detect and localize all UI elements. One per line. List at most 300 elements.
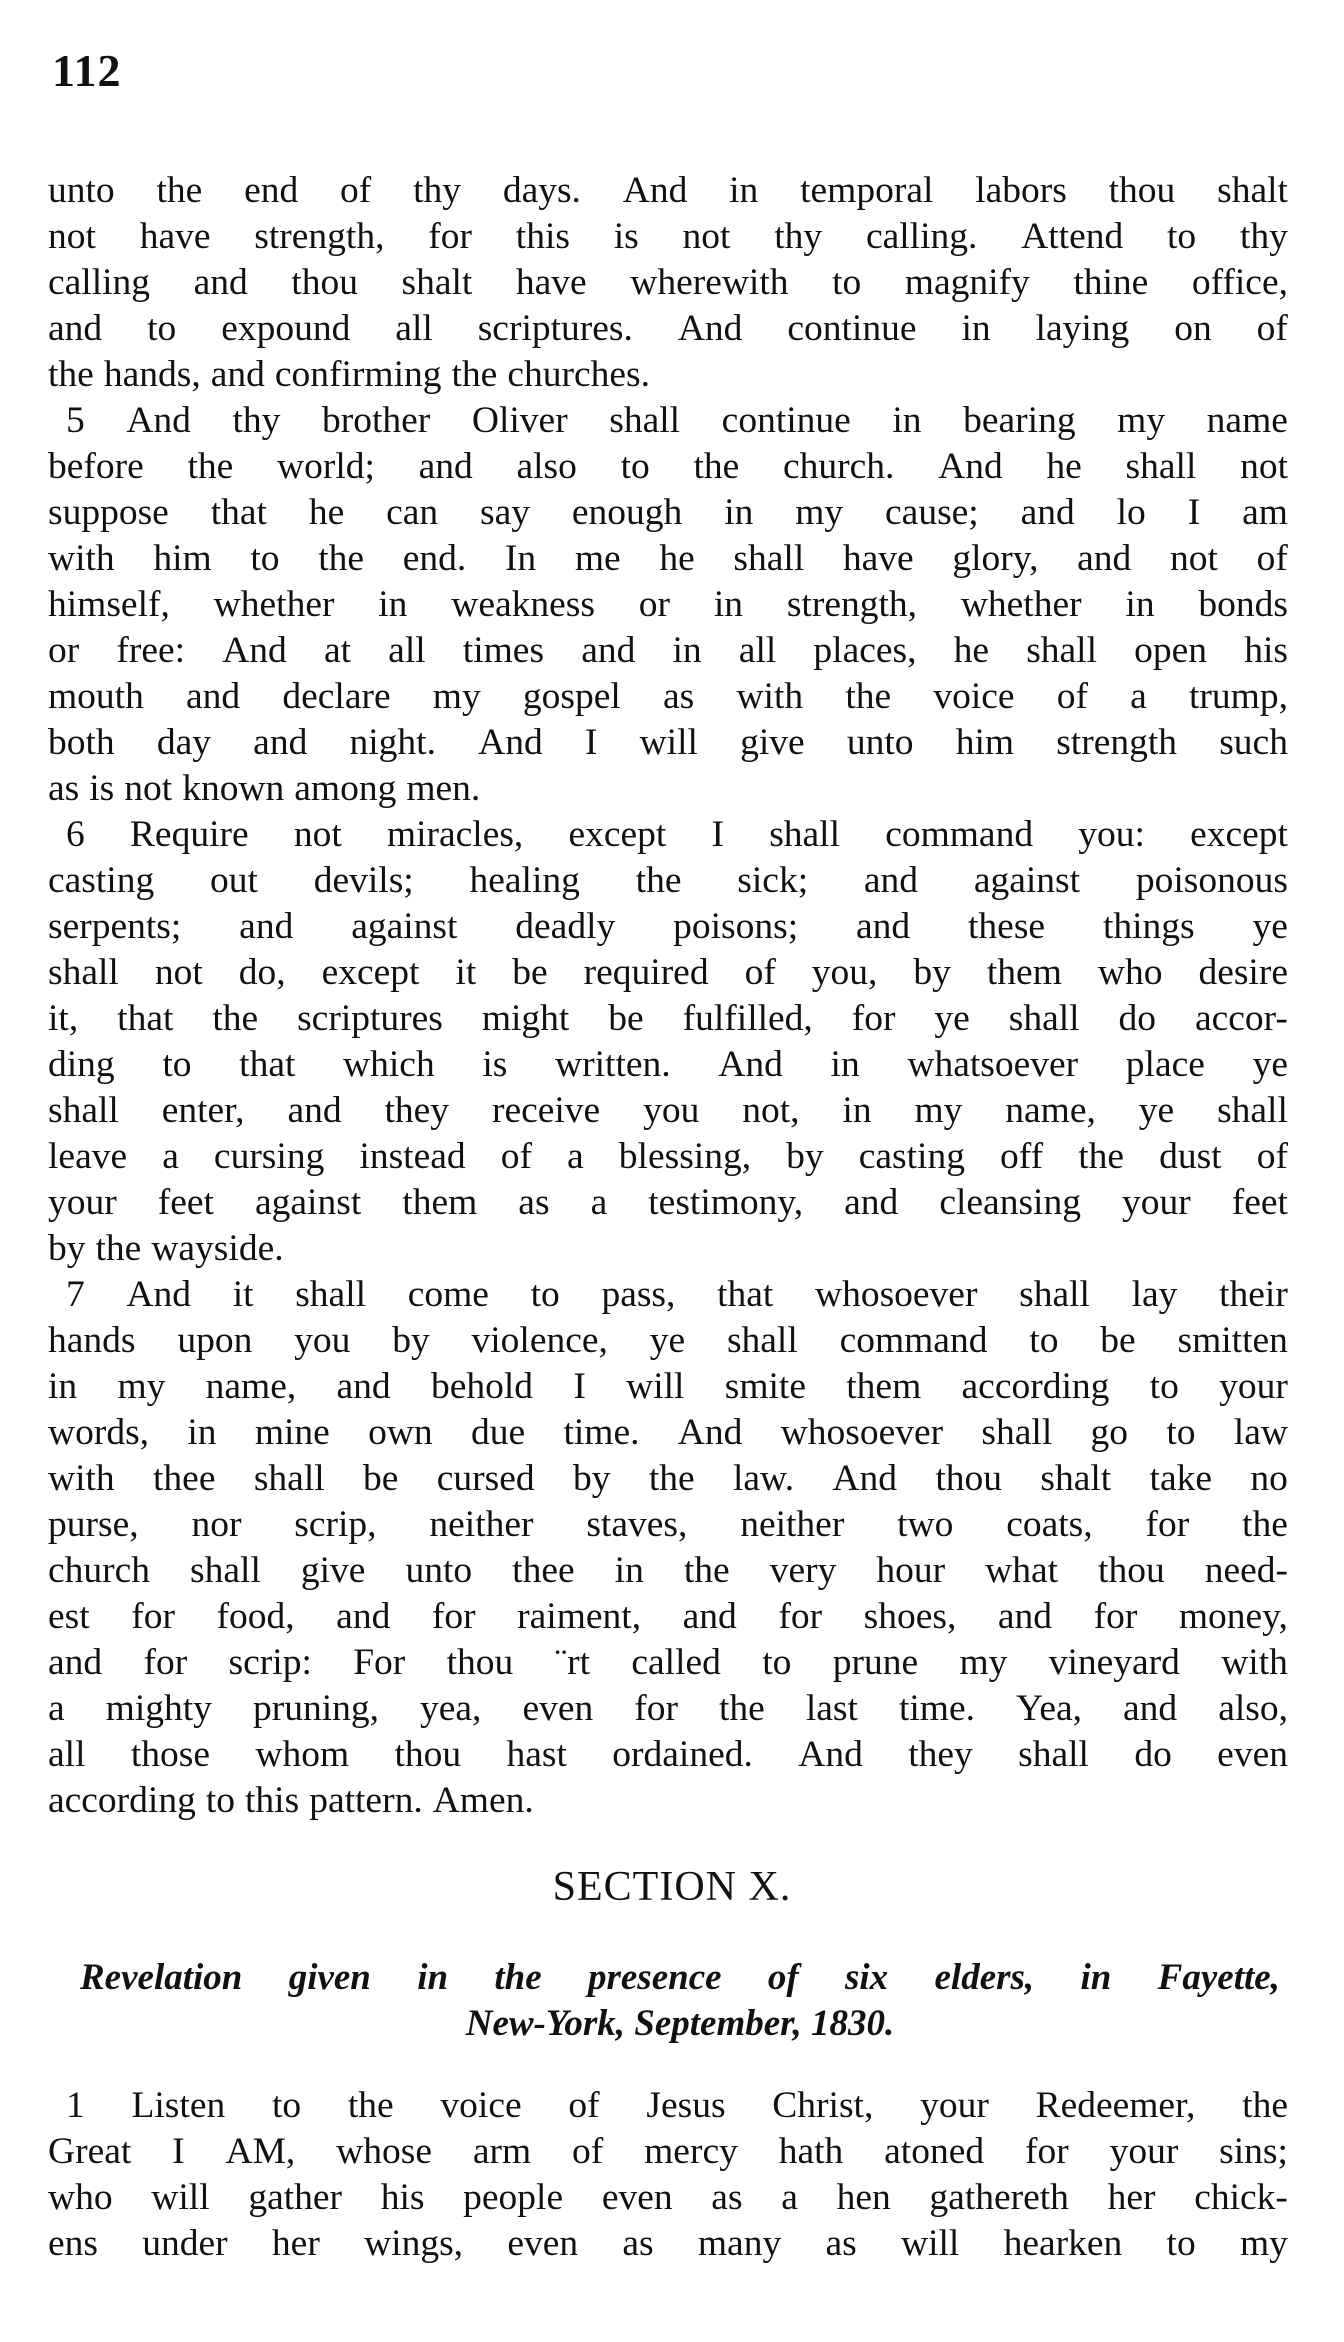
word: And [677, 1412, 743, 1453]
word: confirming [274, 354, 442, 395]
word: voice [933, 676, 1015, 717]
word: the [156, 170, 203, 211]
word: not [124, 768, 173, 809]
word: also, [1218, 1688, 1288, 1729]
word: even [1217, 1734, 1288, 1775]
word: written. [555, 1044, 671, 1085]
word: And [832, 1458, 898, 1499]
word: mighty [105, 1688, 212, 1729]
word: temporal [800, 170, 934, 211]
word: And [718, 1044, 783, 1085]
word: or [48, 630, 80, 671]
word: upon [177, 1320, 253, 1361]
word: places, [813, 630, 917, 671]
word: to [162, 1044, 192, 1085]
word: I [711, 814, 725, 855]
word: your [1122, 1182, 1191, 1223]
word: unto [48, 170, 115, 211]
word: by [572, 1458, 611, 1499]
word: will [626, 1366, 685, 1407]
word: 7 [66, 1274, 85, 1315]
word: on [1174, 308, 1212, 349]
word: deadly [515, 906, 616, 947]
word: and [287, 1090, 342, 1131]
word: of [744, 952, 776, 993]
word: come [407, 1274, 489, 1315]
word: that [717, 1274, 774, 1315]
text-line [48, 1686, 1288, 1732]
word: in [48, 1366, 78, 1407]
word: of [340, 170, 372, 211]
word: the [635, 860, 682, 901]
word: devils; [313, 860, 414, 901]
word: of [1256, 538, 1288, 579]
word: glory, [952, 538, 1039, 579]
word: need- [1204, 1550, 1288, 1591]
word: will [151, 2177, 210, 2218]
word: ¨rt [554, 1642, 591, 1683]
word: except [1190, 814, 1288, 855]
body-text-upper [48, 168, 1288, 1824]
word: thou [394, 1734, 462, 1775]
subtitle-word: given [288, 1957, 371, 1998]
word: my [1117, 400, 1166, 441]
word: say [480, 492, 531, 533]
word: the [845, 676, 892, 717]
word: purse, [48, 1504, 139, 1545]
subtitle-word: in [1080, 1957, 1112, 1998]
word: shall [726, 1320, 798, 1361]
word: And [677, 308, 743, 349]
word: and [1020, 492, 1075, 533]
word: and [581, 630, 636, 671]
word: nor [191, 1504, 242, 1545]
word: times [462, 630, 545, 671]
word: command [885, 814, 1034, 855]
word: have [842, 538, 914, 579]
word: feet [1231, 1182, 1288, 1223]
text-line [48, 168, 1288, 214]
word: smitten [1177, 1320, 1288, 1361]
word: your [48, 1182, 117, 1223]
word: 5 [66, 400, 85, 441]
word: And [222, 630, 287, 671]
word: to [1149, 1366, 1179, 1407]
word: a [48, 1688, 65, 1729]
word: ye [1138, 1090, 1175, 1131]
word: And [622, 170, 688, 211]
text-line [48, 1226, 1288, 1272]
subtitle-word: Revelation [80, 1957, 243, 1998]
word: wherewith [630, 262, 789, 303]
word: of [1256, 308, 1288, 349]
word: in [724, 492, 754, 533]
word: or [638, 584, 671, 625]
word: own [368, 1412, 433, 1453]
word: as [622, 2223, 654, 2264]
word: And [126, 1274, 192, 1315]
word: staves, [586, 1504, 688, 1545]
word: and [210, 354, 265, 395]
word: and [863, 860, 919, 901]
word: your [1109, 2131, 1179, 2172]
word: bonds [1198, 584, 1288, 625]
word: hands [48, 1320, 136, 1361]
word: the [1078, 1136, 1125, 1177]
word: scriptures [297, 998, 443, 1039]
word: ye [649, 1320, 686, 1361]
word: coats, [1006, 1504, 1093, 1545]
word: casting [858, 1136, 965, 1177]
word: he [953, 630, 990, 671]
subtitle-word: Fayette, [1157, 1957, 1280, 1998]
text-line [48, 1410, 1288, 1456]
word: and [1077, 538, 1132, 579]
word: shall [609, 400, 681, 441]
word: the [693, 446, 740, 487]
word: thou [1098, 1550, 1165, 1591]
word: strength, [254, 216, 385, 257]
word: by [392, 1320, 430, 1361]
word: to [762, 1642, 792, 1683]
word: even [522, 1688, 594, 1729]
word: free: [116, 630, 186, 671]
word: he [308, 492, 345, 533]
word: my [1239, 2223, 1288, 2264]
word: who [1097, 952, 1163, 993]
word: Great [48, 2131, 132, 2172]
word: suppose [48, 492, 169, 533]
word: whosoever [814, 1274, 978, 1315]
word: have [515, 262, 587, 303]
word: with [48, 538, 115, 579]
word: shalt [1040, 1458, 1112, 1499]
text-line [48, 1180, 1288, 1226]
word: to [832, 262, 862, 303]
word: many [697, 2223, 782, 2264]
word: it [232, 1274, 254, 1315]
word: bearing [963, 400, 1076, 441]
word: arm [472, 2131, 532, 2172]
word: men. [406, 768, 481, 809]
text-line [48, 1594, 1288, 1640]
word: all [738, 630, 777, 671]
word: these [968, 906, 1046, 947]
word: against [973, 860, 1081, 901]
word: known [182, 768, 285, 809]
word: for [131, 1596, 175, 1637]
word: shall [1026, 630, 1098, 671]
word: two [897, 1504, 954, 1545]
word: called [631, 1642, 721, 1683]
word: last [805, 1688, 858, 1729]
word: thy [1239, 216, 1288, 257]
word: healing [469, 860, 580, 901]
word: cleansing [939, 1182, 1081, 1223]
word: expound [221, 308, 351, 349]
word: in [729, 170, 759, 211]
word: trump, [1189, 676, 1288, 717]
text-line [48, 352, 1288, 398]
word: for [143, 1642, 188, 1683]
word: whatsoever [907, 1044, 1079, 1085]
word: and [239, 906, 294, 947]
word: in [892, 400, 922, 441]
word: whosoever [780, 1412, 944, 1453]
word: law. [732, 1458, 795, 1499]
word: both [48, 722, 115, 763]
word: churches. [507, 354, 650, 395]
subtitle-word: presence [587, 1957, 722, 1998]
word: Jesus [646, 2085, 726, 2126]
word: hands, [103, 354, 201, 395]
word: with [736, 676, 804, 717]
word: their [1219, 1274, 1288, 1315]
word: for [1145, 1504, 1190, 1545]
word: as [825, 2223, 857, 2264]
word: according [961, 1366, 1110, 1407]
word: shoes, [863, 1596, 957, 1637]
word: the [648, 1458, 695, 1499]
word: shall [1018, 1734, 1089, 1775]
word: to [147, 308, 177, 349]
text-line [48, 766, 1288, 812]
section-subtitle-line-1 [80, 1955, 1280, 2001]
word: them [402, 1182, 478, 1223]
word: and [856, 906, 911, 947]
word: I [573, 1366, 586, 1407]
word: it [455, 952, 477, 993]
body-text-lower [48, 2083, 1288, 2267]
word: whom [255, 1734, 350, 1775]
word: shalt [1217, 170, 1288, 211]
word: hour [876, 1550, 946, 1591]
word: thou [291, 262, 358, 303]
word: which [343, 1044, 435, 1085]
word: not [682, 216, 731, 257]
word: yea, [420, 1688, 482, 1729]
word: and [336, 1366, 391, 1407]
word: of [572, 2131, 604, 2172]
text-line [48, 950, 1288, 996]
word: receive [491, 1090, 601, 1131]
text-line [48, 628, 1288, 674]
word: chick- [1194, 2177, 1288, 2218]
word: even [507, 2223, 579, 2264]
word: his [380, 2177, 425, 2218]
word: you [294, 1320, 351, 1361]
word: sick; [737, 860, 809, 901]
word: your [920, 2085, 989, 2126]
word: and [48, 308, 103, 349]
word: I [584, 722, 598, 763]
word: the [451, 354, 498, 395]
word: thee [153, 1458, 216, 1499]
word: me [574, 538, 621, 579]
word: and [48, 1642, 103, 1683]
text-line [48, 2221, 1288, 2267]
word: give [740, 722, 805, 763]
word: wayside. [151, 1228, 284, 1269]
word: shall [48, 952, 119, 993]
word: lo [1116, 492, 1146, 533]
word: command [839, 1320, 988, 1361]
word: Redeemer, [1035, 2085, 1196, 2126]
word: not [1240, 446, 1288, 487]
word: thy [774, 216, 823, 257]
text-line [48, 214, 1288, 260]
word: money, [1178, 1596, 1288, 1637]
word: that [117, 998, 174, 1039]
word: desire [1198, 952, 1288, 993]
section-subtitle [80, 1955, 1280, 2047]
word: her [1107, 2177, 1156, 2218]
word: the [187, 446, 234, 487]
word: cursing [213, 1136, 325, 1177]
word: things [1102, 906, 1195, 947]
word: brother [322, 400, 431, 441]
word: be [608, 998, 644, 1039]
word: and [1123, 1688, 1178, 1729]
word: that [239, 1044, 296, 1085]
word: enter, [161, 1090, 245, 1131]
text-line [48, 306, 1288, 352]
word: no [1250, 1458, 1288, 1499]
word: for [1024, 2131, 1069, 2172]
word: name, [1005, 1090, 1096, 1131]
word: for [634, 1688, 678, 1729]
word: to [1166, 2223, 1196, 2264]
text-line [48, 720, 1288, 766]
word: and [193, 262, 248, 303]
word: be [363, 1458, 399, 1499]
word: shall [190, 1550, 261, 1591]
word: pass, [601, 1274, 676, 1315]
word: them [846, 1366, 922, 1407]
word: you: [1078, 814, 1145, 855]
word: not [1169, 538, 1218, 579]
word: not, [742, 1090, 800, 1131]
word: according [48, 1780, 196, 1821]
word: time. [563, 1412, 640, 1453]
word: neither [740, 1504, 845, 1545]
word: due [470, 1412, 526, 1453]
text-line [48, 1456, 1288, 1502]
word: accor- [1194, 998, 1288, 1039]
word: take [1149, 1458, 1213, 1499]
word: not [154, 952, 203, 993]
word: of [1256, 1136, 1288, 1177]
word: thine [1073, 262, 1149, 303]
word: what [985, 1550, 1059, 1591]
word: hearken [1003, 2223, 1123, 2264]
word: food, [216, 1596, 295, 1637]
word: his [1244, 630, 1288, 671]
subtitle-word: in [417, 1957, 449, 1998]
word: church [48, 1550, 151, 1591]
word: a [781, 2177, 798, 2218]
word: behold [430, 1366, 534, 1407]
word: the [318, 538, 365, 579]
text-line [48, 2175, 1288, 2221]
section-heading: SECTION X. [552, 1864, 792, 1910]
word: even [601, 2177, 673, 2218]
word: shall [769, 814, 841, 855]
word: with [48, 1458, 115, 1499]
word: the [719, 1688, 765, 1729]
word: give [300, 1550, 366, 1591]
word: himself, [48, 584, 170, 625]
word: lay [1131, 1274, 1178, 1315]
word: and [253, 722, 308, 763]
word: open [1134, 630, 1208, 671]
subtitle-word: the [494, 1957, 542, 1998]
word: as [711, 2177, 743, 2218]
word: in [187, 1412, 217, 1453]
word: strength [1056, 722, 1178, 763]
word: the [95, 1228, 142, 1269]
word: against [351, 906, 458, 947]
word: wings, [364, 2223, 464, 2264]
word: church. [783, 446, 895, 487]
text-line [48, 1134, 1288, 1180]
text-line [48, 1778, 1288, 1824]
word: shall [733, 538, 805, 579]
word: 1 [66, 2085, 85, 2126]
word: in [713, 584, 743, 625]
word: gospel [522, 676, 621, 717]
word: feet [157, 1182, 214, 1223]
word: ye [1252, 906, 1288, 947]
word: they [908, 1734, 973, 1775]
word: a [590, 1182, 608, 1223]
text-line [48, 674, 1288, 720]
word: Attend [1021, 216, 1124, 257]
word: for [1093, 1596, 1138, 1637]
word: by [913, 952, 951, 993]
word: neither [429, 1504, 534, 1545]
text-line [48, 1272, 1288, 1318]
word: in [961, 308, 991, 349]
word: they [384, 1090, 450, 1131]
text-line [48, 1548, 1288, 1594]
word: is [89, 768, 115, 809]
text-line [48, 444, 1288, 490]
word: laying [1035, 308, 1130, 349]
word: shall [1217, 1090, 1288, 1131]
word: in [842, 1090, 872, 1131]
text-line [48, 2083, 1288, 2129]
word: to [1166, 1412, 1196, 1453]
text-line [48, 858, 1288, 904]
word: might [481, 998, 570, 1039]
word: cause; [885, 492, 979, 533]
word: unto [405, 1550, 473, 1591]
word: in [672, 630, 702, 671]
word: as [48, 768, 80, 809]
text-line [48, 996, 1288, 1042]
word: a [567, 1136, 584, 1177]
word: this [515, 216, 570, 257]
word: shall [295, 1274, 367, 1315]
word: calling [48, 262, 151, 303]
word: dust [1159, 1136, 1222, 1177]
word: poisonous [1135, 860, 1288, 901]
word: them [986, 952, 1062, 993]
word: is [482, 1044, 508, 1085]
word: I [172, 2131, 185, 2172]
word: shall [1125, 446, 1197, 487]
